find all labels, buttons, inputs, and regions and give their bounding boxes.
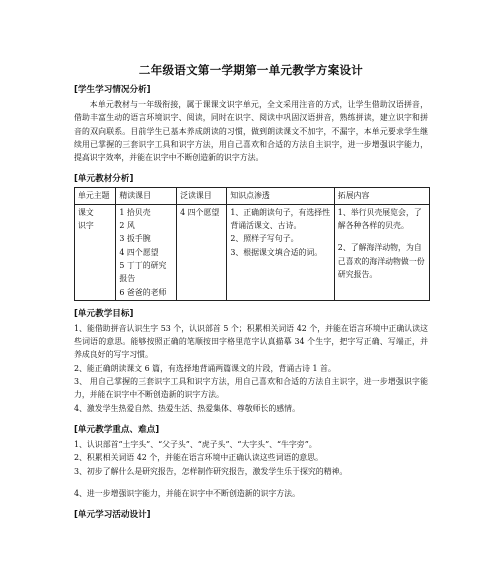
theme-line: 识字 — [78, 221, 94, 231]
key-points-section — [74, 424, 428, 500]
knowledge-item: 2、照样子写句子。 — [230, 234, 299, 244]
knowledge-item: 1、正确朗读句子，有选择性背诵活课文、古诗。 — [230, 207, 331, 231]
goals-section — [74, 308, 428, 415]
header-knowledge: 知识点渗透 — [227, 188, 334, 204]
lesson-item: 1 拾贝壳 — [119, 207, 151, 217]
student-analysis-heading: [学生学习情况分析] — [74, 85, 151, 95]
document-page — [74, 62, 428, 523]
material-analysis-section — [74, 173, 428, 300]
student-analysis-text: 本单元教材与一年级衔接，属于课课文识字单元，全文采用注音的方式，让学生借助汉语拼音，借助丰富生动的语言环境识字、阅读，同时在识字、阅读中巩固汉语拼音，熟练拼读，建立识字和拼音的双向联系。目前学生已基本养成朗读的习惯，做到朗读课文不加字，不漏字，本单元要求学生继续用已掌握的三套识字工具和识字方法，用自己喜欢和合适的方法自主识字，进一步增强识字能力，提高识字效率，并能在识字中不断创造新的识字方法。 — [74, 100, 428, 163]
goal-item: 3、 用自己掌握的三套识字工具和识字方法，用自己喜欢和合适的方法自主识字，进一步增强识字能力，并能在识字中不断创造新的识字方法。 — [74, 377, 428, 400]
lesson-item: 4 四个愿望 — [119, 247, 159, 257]
cell-knowledge — [227, 204, 334, 300]
material-analysis-table — [74, 187, 430, 300]
activities-section — [74, 509, 428, 522]
lesson-item: 4 四个愿望 — [180, 207, 220, 217]
lesson-item: 5 丁丁的研究报告 — [119, 260, 167, 284]
table-header-row — [75, 188, 430, 204]
knowledge-item: 3、根据课文填合适的词。 — [230, 247, 323, 257]
theme-line: 课文 — [78, 207, 94, 217]
goal-item: 4、激发学生热爱自然、热爱生活、热爱集体、尊敬师长的感情。 — [74, 403, 300, 413]
lesson-item: 6 爸爸的老师 — [119, 287, 167, 297]
material-analysis-heading: [单元教材分析] — [74, 174, 134, 185]
extension-item: 1、举行贝壳展览会，了解各种各样的贝壳。 — [337, 207, 422, 231]
key-point-item: 1、认识部首“土字头”、“父子头”、“虎子头”、“大字头”、“牛字旁”。 — [74, 439, 317, 449]
key-point-item: 4、进一步增强识字能力，并能在识字中不断创造新的识字方法。 — [74, 488, 300, 498]
cell-extensive — [177, 204, 227, 300]
cell-extension — [334, 204, 429, 300]
goal-item: 1、能借助拼音认识生字 53 个，认识部首 5 个；积累相关词语 42 个，并能在语言环境中正确认读这些词语的意思。能够按照正确的笔顺按田字格里范字认真描摹 34 个生字，把字写正确、写端正，并养成良好的写字习惯。 — [74, 323, 428, 360]
key-point-item: 3、初步了解什么是研究报告，怎样制作研究报告，激发学生乐于探究的精神。 — [74, 466, 348, 476]
table-row — [75, 204, 430, 300]
key-points-heading: [单元教学重点、难点] — [74, 424, 160, 435]
activities-heading: [单元学习活动设计] — [74, 510, 151, 521]
lesson-item: 3 扳手腕 — [119, 234, 151, 244]
cell-theme — [75, 204, 116, 300]
header-theme: 单元主题 — [75, 188, 116, 204]
lesson-item: 2 风 — [119, 221, 135, 231]
document-title: 二年级语文第一学期第一单元教学方案设计 — [138, 63, 364, 77]
goals-heading: [单元教学目标] — [74, 308, 134, 319]
header-extensive: 泛读课目 — [177, 188, 227, 204]
header-extension: 拓展内容 — [334, 188, 429, 204]
student-analysis-section — [74, 84, 428, 164]
cell-intensive — [116, 204, 177, 300]
header-intensive: 精读课目 — [116, 188, 177, 204]
extension-item: 2、了解海洋动物，为自己喜欢的海洋动物做一份研究报告。 — [337, 243, 425, 279]
goal-item: 2、能正确朗读课文 6 篇，有选择地背诵两篇课文的片段，背诵古诗 1 首。 — [74, 363, 336, 373]
key-point-item: 2、积累相关词语 42 个，并能在语言环境中正确认读这些词语的意思。 — [74, 453, 323, 463]
